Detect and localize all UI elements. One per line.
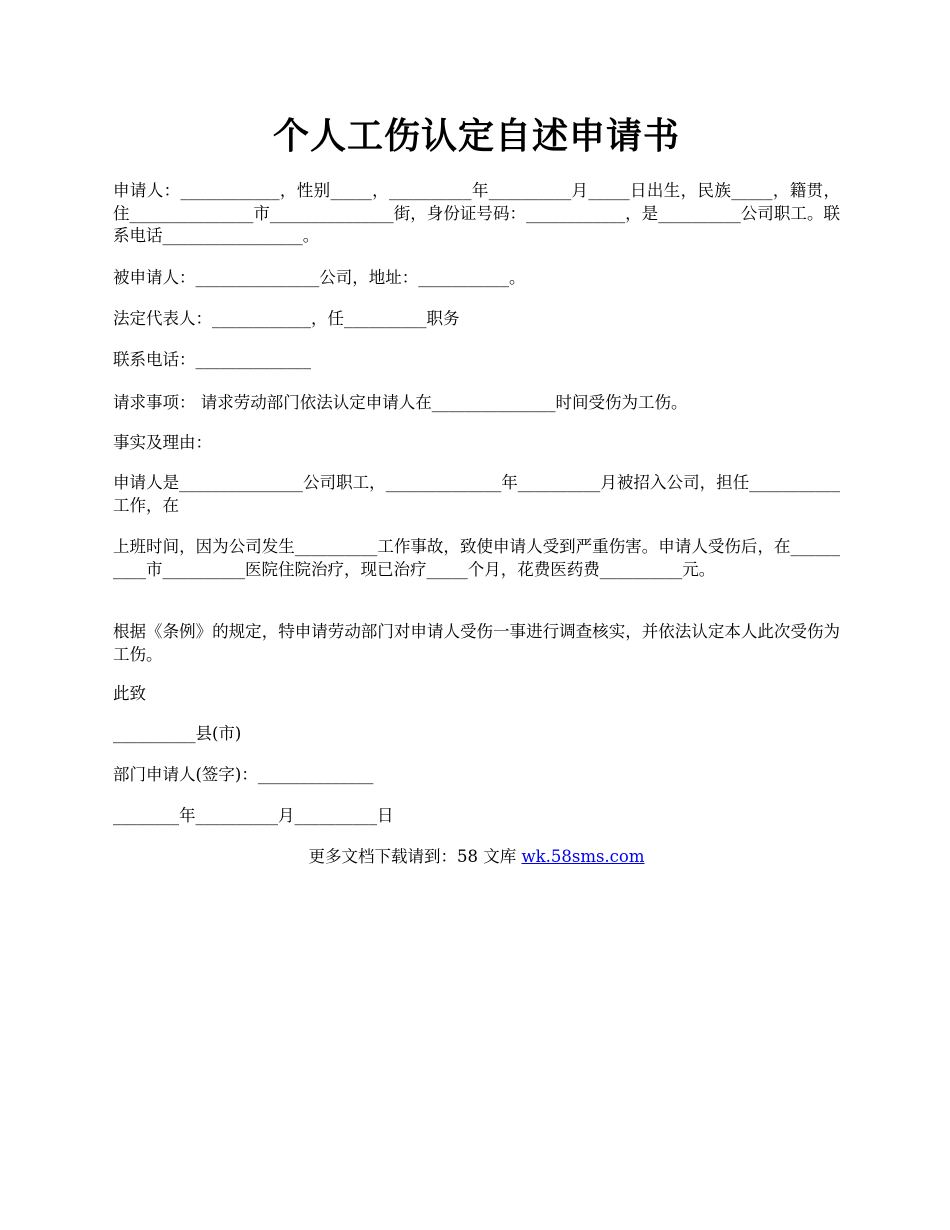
employment-paragraph: 申请人是_______________公司职工，______________年__________月被招入公司，担任___________工作，在	[113, 473, 840, 515]
legal-representative-paragraph: 法定代表人：____________，任__________职务	[113, 309, 460, 328]
accident-paragraph: 上班时间，因为公司发生__________工作事故，致使申请人受到严重伤害。申请人受伤后，在__________市__________医院住院治疗，现已治疗_____个月，花费医药费__________元。	[113, 537, 840, 579]
footer-text: 更多文档下载请到：58 文库	[308, 847, 522, 866]
regulation-paragraph: 根据《条例》的规定，特申请劳动部门对申请人受伤一事进行调查核实，并依法认定本人此次受伤为工伤。	[113, 622, 840, 664]
signature-line: 部门申请人(签字)：______________	[113, 765, 374, 784]
date-line: ________年__________月__________日	[113, 806, 394, 825]
salutation: 此致	[113, 684, 146, 703]
county-line: __________县(市)	[113, 724, 242, 743]
footer	[113, 846, 840, 868]
footer-link[interactable]: wk.58sms.com	[521, 847, 645, 866]
applicant-info-paragraph: 申请人：____________，性别_____，__________年__________月_____日出生，民族_____，籍贯，住_______________市_______________街，身份证号码：____________，是__________公司职工。联系电话_________________。	[113, 181, 840, 245]
contact-phone-paragraph: 联系电话：______________	[113, 350, 311, 369]
document-title: 个人工伤认定自述申请书	[272, 115, 680, 157]
request-paragraph: 请求事项： 请求劳动部门依法认定申请人在_______________时间受伤为工伤。	[113, 393, 688, 412]
respondent-paragraph: 被申请人：_______________公司，地址：___________。	[113, 268, 526, 287]
facts-heading: 事实及理由：	[113, 433, 212, 452]
